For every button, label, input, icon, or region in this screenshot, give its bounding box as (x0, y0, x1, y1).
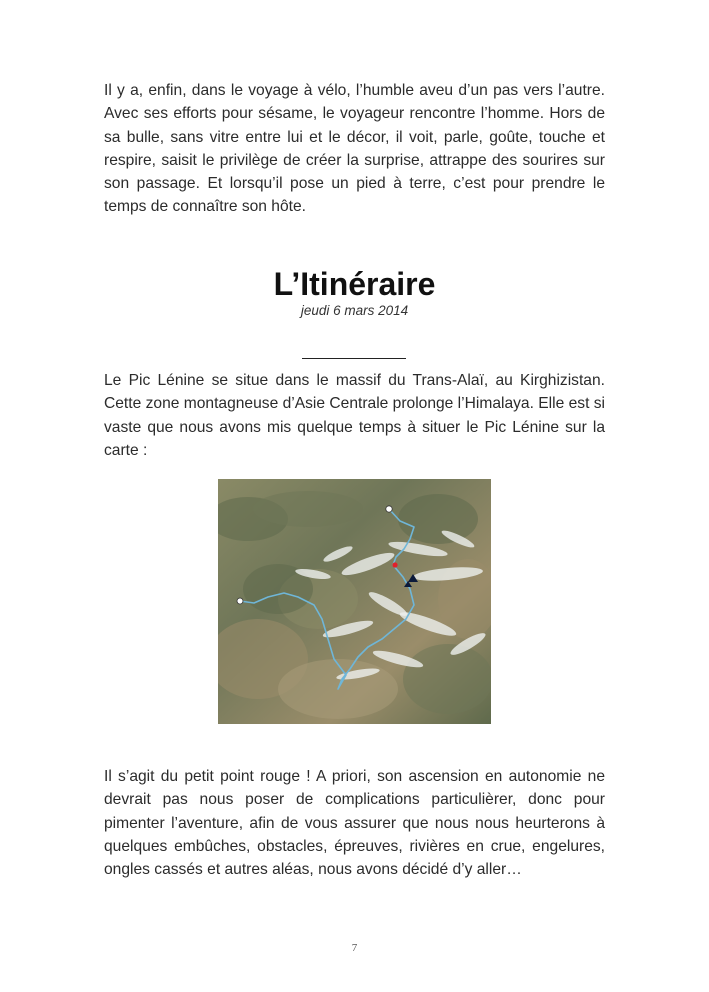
terrain-patch (253, 491, 363, 527)
separator-line (302, 358, 406, 359)
page-number: 7 (351, 942, 358, 954)
satellite-route-map (218, 479, 491, 724)
terrain-patch (403, 644, 491, 714)
peak-marker-icon (392, 562, 397, 567)
closing-paragraph: Il s’agit du petit point rouge ! A priori, son ascension en autonomie ne devrait pas nous poser de complications particulièrer, donc pour pimenter l’aventure, afin de vous assurer que nous nous heurterons à quelques embûches, obstacles, épreuves, rivières en crue, engelures, ongles cassés et autres aléas, nous avons décidé d’y aller… (104, 768, 605, 879)
location-paragraph: Le Pic Lénine se situe dans le massif du Trans-Alaï, au Kirghizistan. Cette zone montagneuse d’Asie Centrale prolonge l’Himalaya. Elle est si vaste que nous avons mis quelque temps à situer le Pic Lénine sur la carte : (104, 372, 606, 459)
end-pin-icon (237, 598, 243, 604)
section-title: L’Itinéraire (273, 266, 436, 302)
section-date: jeudi 6 mars 2014 (300, 303, 409, 318)
intro-paragraph: Il y a, enfin, dans le voyage à vélo, l’humble aveu d’un pas vers l’autre. Avec ses efforts pour sésame, le voyageur rencontre l’homme. Hors de sa bulle, sans vitre entre lui et le décor, il voit, parle, goûte, touche et respire, saisit le privilège de créer la surprise, attrappe des sourires sur son passage. Et lorsqu’il pose un pied à terre, c’est pour prendre le temps de connaître son hôte. (104, 82, 605, 216)
start-pin-icon (386, 506, 392, 512)
